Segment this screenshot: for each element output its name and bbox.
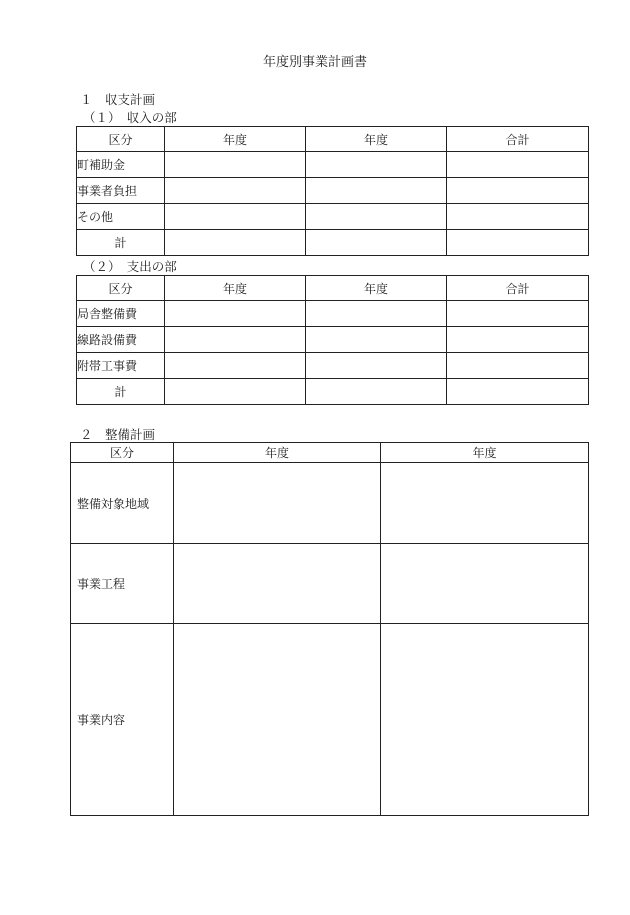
expense-table <box>76 275 589 405</box>
table-row <box>77 204 589 230</box>
table-cell <box>381 624 589 816</box>
table-cell <box>306 178 447 204</box>
development-plan-table <box>70 442 589 816</box>
table-cell <box>165 327 306 353</box>
table-row <box>77 327 589 353</box>
table-cell <box>447 301 589 327</box>
table-cell <box>381 544 589 624</box>
table-cell <box>306 353 447 379</box>
row-label: その他 <box>77 204 165 230</box>
table-cell <box>447 230 589 256</box>
table-cell <box>165 178 306 204</box>
column-header: 年度 <box>306 127 447 152</box>
table-cell <box>447 152 589 178</box>
table-row <box>71 624 589 816</box>
table-row <box>77 301 589 327</box>
section-heading-income-expense-plan: １ 収支計画 <box>80 92 156 107</box>
table-row <box>77 230 589 256</box>
row-label: 事業工程 <box>71 544 174 624</box>
table-cell <box>165 353 306 379</box>
column-header: 年度 <box>165 127 306 152</box>
table-cell <box>174 463 381 544</box>
row-label: 線路設備費 <box>77 327 165 353</box>
revenue-table <box>76 126 589 256</box>
column-header: 年度 <box>174 443 381 463</box>
table-cell <box>447 353 589 379</box>
column-header: 合計 <box>447 276 589 301</box>
table-header-row <box>77 276 589 301</box>
table-cell <box>306 327 447 353</box>
table-row <box>77 353 589 379</box>
column-header: 年度 <box>381 443 589 463</box>
table-cell <box>165 379 306 405</box>
table-header-row <box>71 443 589 463</box>
table-cell <box>447 178 589 204</box>
table-cell <box>165 152 306 178</box>
row-label: 局舎整備費 <box>77 301 165 327</box>
column-header: 区分 <box>77 127 165 152</box>
subheading-revenue: （１） 収入の部 <box>83 110 177 125</box>
column-header: 年度 <box>306 276 447 301</box>
table-row <box>71 463 589 544</box>
table-cell <box>165 204 306 230</box>
column-header: 区分 <box>77 276 165 301</box>
subheading-expense: （２） 支出の部 <box>83 259 177 274</box>
table-header-row <box>77 127 589 152</box>
table-cell <box>447 204 589 230</box>
row-label-total: 計 <box>77 379 165 405</box>
table-cell <box>447 379 589 405</box>
table-cell <box>174 624 381 816</box>
table-cell <box>306 152 447 178</box>
table-row <box>71 544 589 624</box>
column-header: 年度 <box>165 276 306 301</box>
table-cell <box>174 544 381 624</box>
table-cell <box>306 204 447 230</box>
table-cell <box>165 230 306 256</box>
table-cell <box>447 327 589 353</box>
table-cell <box>306 230 447 256</box>
column-header: 合計 <box>447 127 589 152</box>
row-label-total: 計 <box>77 230 165 256</box>
row-label: 事業者負担 <box>77 178 165 204</box>
table-cell <box>306 379 447 405</box>
row-label: 附帯工事費 <box>77 353 165 379</box>
document-title: 年度別事業計画書 <box>262 55 367 70</box>
row-label: 整備対象地域 <box>71 463 174 544</box>
section-heading-development-plan: ２ 整備計画 <box>80 427 156 442</box>
column-header: 区分 <box>71 443 174 463</box>
table-row <box>77 152 589 178</box>
table-cell <box>306 301 447 327</box>
table-cell <box>381 463 589 544</box>
table-row <box>77 178 589 204</box>
table-cell <box>165 301 306 327</box>
row-label: 事業内容 <box>71 624 174 816</box>
row-label: 町補助金 <box>77 152 165 178</box>
table-row <box>77 379 589 405</box>
